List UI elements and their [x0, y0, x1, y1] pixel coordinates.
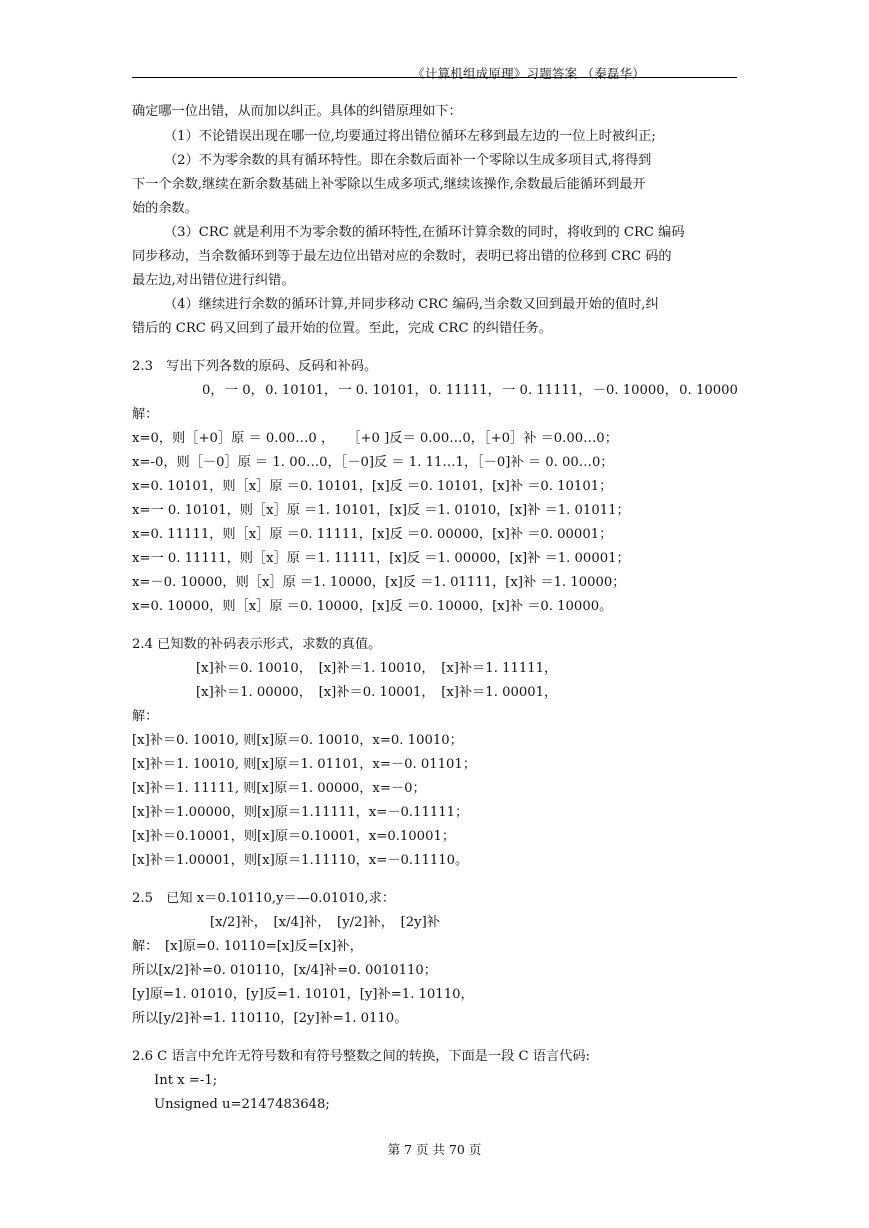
answer-line: [x]补＝0. 10010, 则[x]原＝0. 10010，x=0. 10010； [132, 733, 463, 748]
section-heading: 2.6 C 语言中允许无符号数和有符号整数之间的转换，下面是一段 C 语言代码: [132, 1049, 590, 1064]
section-heading: 2.3 写出下列各数的原码、反码和补码。 [132, 359, 378, 374]
paragraph-line: （4）继续进行余数的循环计算,并同步移动 CRC 编码,当余数又回到最开始的值时,纠 [164, 297, 659, 312]
answer-line: [x]补＝1. 10010, 则[x]原＝1. 01101，x=－0. 01101； [132, 757, 477, 772]
answer-line: x=－0. 10000，则［x］原 ＝1. 10000，[x]反 ＝1. 01111，[x]补 ＝1. 10000； [132, 575, 626, 590]
value-item: 一 0. 11111， [502, 383, 592, 398]
answer-line: x=0. 11111，则［x］原 ＝0. 11111，[x]反 ＝0. 00000，[x]补 ＝0. 00001； [132, 527, 613, 542]
value-item: 一 0. 10101， [338, 383, 428, 398]
answer-line: x=一 0. 11111，则［x］原 ＝1. 11111，[x]反 ＝1. 00000，[x]补 ＝1. 00001； [132, 551, 630, 566]
header-rule [132, 77, 737, 78]
section-heading: 2.4 已知数的补码表示形式，求数的真值。 [132, 637, 382, 652]
paragraph-line: 最左边,对出错位进行纠错。 [132, 273, 295, 288]
answer-line: [x]补＝1. 11111, 则[x]原＝1. 00000，x=－0； [132, 781, 426, 796]
answer-line: [x]补＝1.00000，则[x]原＝1.11111，x=－0.11111； [132, 805, 469, 820]
value-item: 0. 11111， [428, 383, 501, 398]
given-line: [x]补＝1. 00000， [x]补＝0. 10001， [x]补＝1. 00001， [196, 685, 558, 700]
value-item: 0. 10101， [265, 383, 338, 398]
solution-label: 解： [132, 709, 159, 724]
answer-line: [x]补＝1.00001，则[x]原＝1.11110，x=－0.11110。 [132, 853, 469, 868]
answer-line: 所以[y/2]补=1. 110110，[2y]补=1. 0110。 [132, 1011, 408, 1026]
answer-line: 所以[x/2]补=0. 010110，[x/4]补=0. 0010110； [132, 963, 437, 978]
answer-line: x=-0，则［－0］原 ＝ 1. 00…0，［－0]反 ＝ 1. 11…1，［－0]补 ＝ 0. 00…0； [132, 455, 614, 470]
value-item: －0. 10000， [592, 383, 678, 398]
section-heading: 2.5 已知 x＝0.10110,y＝—0.01010,求： [132, 891, 396, 906]
solution-label: 解： [132, 407, 159, 422]
answer-line: x=0. 10000，则［x］原 ＝0. 10000，[x]反 ＝0. 10000，[x]补 ＝0. 10000。 [132, 599, 613, 614]
value-list [202, 382, 738, 400]
paragraph-line: 错后的 CRC 码又回到了最开始的位置。至此，完成 CRC 的纠错任务。 [132, 321, 552, 336]
paragraph-line: （1）不论错误出现在哪一位,均要通过将出错位循环左移到最左边的一位上时被纠正; [164, 129, 656, 144]
answer-line: x=一 0. 10101，则［x］原 ＝1. 10101，[x]反 ＝1. 01010，[x]补 ＝1. 01011； [132, 503, 630, 518]
header-title: 《计算机组成原理》习题答案 （秦磊华） [412, 66, 645, 81]
code-line: Int x =-1; [154, 1073, 218, 1088]
answer-line: [y]原=1. 01010，[y]反=1. 10101，[y]补=1. 10110， [132, 987, 474, 1002]
answer-line: [x]补＝0.10001，则[x]原＝0.10001，x=0.10001； [132, 829, 456, 844]
paragraph-line: 确定哪一位出错，从而加以纠正。具体的纠错原理如下： [132, 104, 462, 119]
answer-line: x=0. 10101，则［x］原 ＝0. 10101，[x]反 ＝0. 10101，[x]补 ＝0. 10101； [132, 479, 613, 494]
answer-line: 解： [x]原=0. 10110=[x]反=[x]补， [132, 939, 363, 954]
value-item: 0， [202, 383, 224, 398]
paragraph-line: 下一个余数,继续在新余数基础上补零除以生成多项式,继续该操作,余数最后能循环到最开 [132, 177, 646, 192]
given-line: [x/2]补， [x/4]补， [y/2]补， [2y]补 [210, 915, 440, 930]
value-item: 0. 10000 [679, 383, 738, 398]
paragraph-line: （3）CRC 就是利用不为零余数的循环特性,在循环计算余数的同时，将收到的 CRC 编码 [164, 225, 685, 240]
page-footer: 第 7 页 共 70 页 [387, 1142, 482, 1157]
paragraph-line: （2）不为零余数的具有循环特性。即在余数后面补一个零除以生成多项目式,将得到 [164, 153, 652, 168]
given-line: [x]补＝0. 10010， [x]补＝1. 10010， [x]补＝1. 11111， [196, 661, 558, 676]
paragraph-line: 始的余数。 [132, 201, 198, 216]
value-item: 一 0， [224, 383, 264, 398]
answer-line: x=0，则［+0］原 ＝ 0.00…0 ， ［+0 ]反＝ 0.00…0，［+0］补 ＝0.00…0； [132, 431, 618, 446]
paragraph-line: 同步移动，当余数循环到等于最左边位出错对应的余数时，表明已将出错的位移到 CRC 码的 [132, 249, 672, 264]
code-line: Unsigned u=2147483648; [154, 1097, 330, 1112]
